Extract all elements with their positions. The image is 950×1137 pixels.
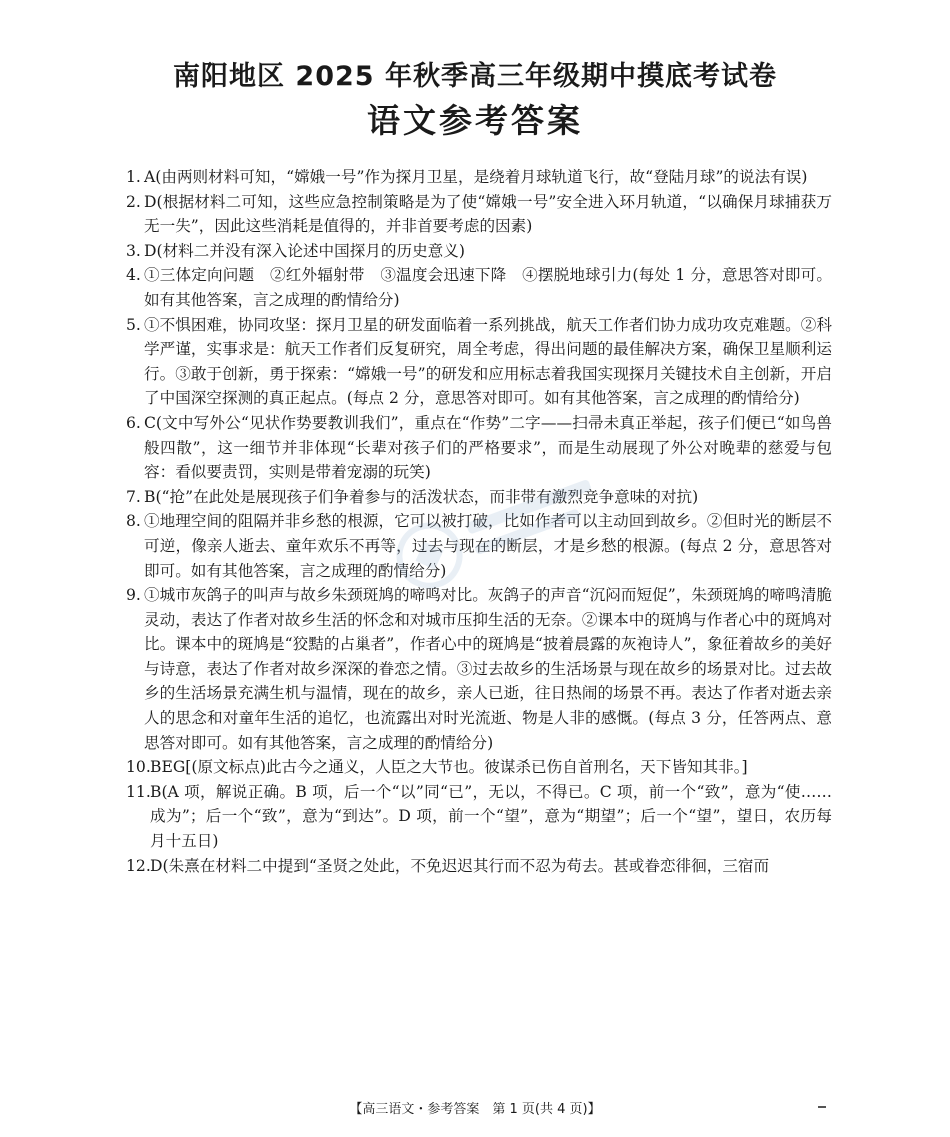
exam-title: 南阳地区 2025 年秋季高三年级期中摸底考试卷 bbox=[173, 61, 777, 92]
answer-number: 4. bbox=[126, 266, 141, 285]
answer-item-12 bbox=[126, 854, 832, 879]
answer-number: 6. bbox=[126, 413, 141, 432]
answer-text: D(根据材料二可知，这些应急控制策略是为了使“嫦娥一号”安全进入环月轨道，“以确保月球捕获万无一失”，因此这些消耗是值得的，并非首要考虑的因素) bbox=[144, 192, 832, 236]
answer-text: B(A 项，解说正确。B 项，后一个“以”同“已”，无以，不得已。C 项，前一个“致”，意为“使……成为”；后一个“致”，意为“到达”。D 项，前一个“望”，意为“期望”；后一个“望”，望日，农历每月十五日) bbox=[150, 782, 832, 851]
answer-number: 1. bbox=[126, 168, 141, 186]
page-footer: 【高三语文・参考答案 第 1 页(共 4 页)】 bbox=[349, 1102, 601, 1117]
answer-item-1 bbox=[126, 165, 832, 190]
answer-item-5 bbox=[126, 313, 832, 411]
answer-list bbox=[126, 165, 832, 878]
answer-number: 2. bbox=[126, 192, 141, 211]
answer-item-7 bbox=[126, 485, 832, 510]
answer-item-9 bbox=[126, 583, 832, 755]
answer-text: BEG[(原文标点)此古今之通义，人臣之大节也。彼谋杀已伤自首刑名，天下皆知其非。] bbox=[150, 758, 748, 777]
answer-item-3 bbox=[126, 239, 832, 264]
answer-item-10 bbox=[126, 755, 832, 780]
answer-key-heading: 语文参考答案 bbox=[367, 101, 583, 140]
answer-item-2 bbox=[126, 190, 832, 239]
answer-number: 8. bbox=[126, 512, 141, 531]
answer-item-6 bbox=[126, 411, 832, 485]
answer-text: A(由两则材料可知，“嫦娥一号”作为探月卫星，是绕着月球轨道飞行，故“登陆月球”的说法有误) bbox=[144, 168, 808, 186]
answer-number: 7. bbox=[126, 487, 141, 506]
answer-text: B(“抢”在此处是展现孩子们争着参与的活泼状态，而非带有激烈竞争意味的对抗) bbox=[144, 487, 699, 506]
answer-item-11 bbox=[126, 780, 832, 854]
answer-text: C(文中写外公“见状作势要教训我们”，重点在“作势”二字——扫帚未真正举起，孩子们便已“如鸟兽般四散”，这一细节并非体现“长辈对孩子们的严格要求”，而是生动展现了外公对晚辈的慈爱与包容：看似要责罚，实则是带着宠溺的玩笑) bbox=[144, 413, 832, 482]
answer-number: 12. bbox=[126, 856, 151, 875]
answer-number: 10. bbox=[126, 758, 151, 777]
answer-number: 3. bbox=[126, 241, 141, 260]
answer-number: 9. bbox=[126, 586, 141, 605]
corner-mark bbox=[818, 1106, 826, 1108]
answer-item-4 bbox=[126, 263, 832, 312]
answer-number: 11. bbox=[126, 782, 151, 801]
answer-number: 5. bbox=[126, 315, 141, 334]
answer-text: ①三体定向问题 ②红外辐射带 ③温度会迅速下降 ④摆脱地球引力(每处 1 分，意思答对即可。如有其他答案，言之成理的酌情给分) bbox=[144, 266, 832, 309]
answer-text: ①不惧困难，协同攻坚：探月卫星的研发面临着一系列挑战，航天工作者们协力成功攻克难题。②科学严谨，实事求是：航天工作者们反复研究，周全考虑，得出问题的最佳解决方案，确保卫星顺利运行。③敢于创新，勇于探索：“嫦娥一号”的研发和应用标志着我国实现探月关键技术自主创新，开启了中国深空探测的真正起点。(每点 2 分，意思答对即可。如有其他答案，言之成理的酌情给分) bbox=[144, 315, 832, 408]
answer-item-8 bbox=[126, 509, 832, 583]
answer-text: D(材料二并没有深入论述中国探月的历史意义) bbox=[144, 241, 465, 260]
answer-text: ①城市灰鸽子的叫声与故乡朱颈斑鸠的啼鸣对比。灰鸽子的声音“沉闷而短促”，朱颈斑鸠的啼鸣清脆灵动，表达了作者对故乡生活的怀念和对城市压抑生活的无奈。②课本中的斑鸠与作者心中的斑鸠对比。课本中的斑鸠是“狡黠的占巢者”，作者心中的斑鸠是“披着晨露的灰袍诗人”，象征着故乡的美好与诗意，表达了作者对故乡深深的眷恋之情。③过去故乡的生活场景与现在故乡的场景对比。过去故乡的生活场景充满生机与温情，现在的故乡，亲人已逝，往日热闹的场景不再。表达了作者对逝去亲人的思念和对童年生活的追忆，也流露出对时光流逝、物是人非的感慨。(每点 3 分，任答两点、意思答对即可。如有其他答案，言之成理的酌情给分) bbox=[144, 586, 832, 752]
answer-text: D(朱熹在材料二中提到“圣贤之处此，不免迟迟其行而不忍为苟去。甚或眷恋徘徊，三宿而 bbox=[150, 856, 770, 875]
answer-text: ①地理空间的阻隔并非乡愁的根源，它可以被打破，比如作者可以主动回到故乡。②但时光的断层不可逆，像亲人逝去、童年欢乐不再等，过去与现在的断层，才是乡愁的根源。(每点 2 分，意思答对即可。如有其他答案，言之成理的酌情给分) bbox=[144, 512, 832, 580]
